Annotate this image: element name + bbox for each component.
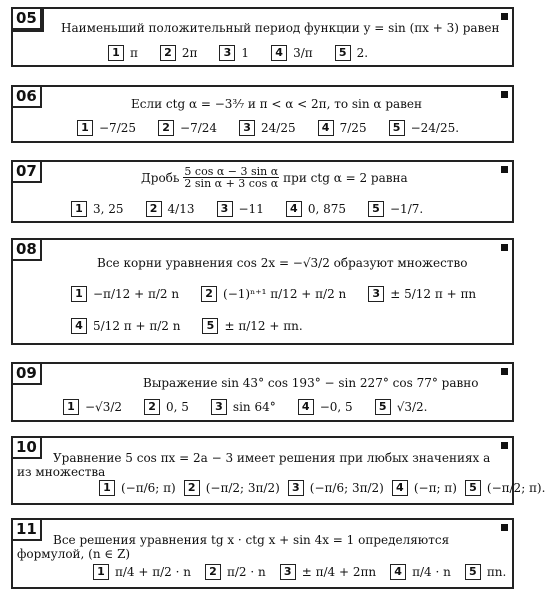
problem-number: 05 [11, 7, 42, 30]
answer-options-row-2 [71, 318, 325, 334]
option-value: 2. [356, 46, 369, 60]
question-prefix: Дробь [141, 170, 180, 185]
answer-options-row-1 [71, 286, 498, 302]
corner-mark [501, 368, 508, 375]
option-value: √3/2. [396, 400, 428, 414]
corner-mark [501, 244, 508, 251]
answer-options [93, 564, 506, 580]
option-value: (−π/2; π). [486, 481, 545, 495]
option-box[interactable]: 3 [239, 120, 255, 136]
option-value: sin 64° [232, 400, 276, 414]
option-box[interactable]: 4 [390, 564, 406, 580]
option-value: −24/25. [410, 121, 460, 135]
option-box[interactable]: 3 [219, 45, 235, 61]
problem-card-05 [11, 7, 514, 67]
option-box[interactable]: 3 [368, 286, 384, 302]
problem-number: 08 [11, 238, 42, 261]
option-box[interactable]: 5 [389, 120, 405, 136]
option-value: −0, 5 [319, 400, 353, 414]
option-box[interactable]: 5 [465, 564, 481, 580]
option-box[interactable]: 1 [71, 286, 87, 302]
option-box[interactable]: 1 [93, 564, 109, 580]
option-value: 3/π [293, 46, 313, 60]
problem-number: 10 [11, 436, 42, 459]
fraction-denominator: 2 sin α + 3 cos α [184, 177, 279, 190]
question-fraction [183, 166, 279, 189]
option-value: π/4 + π/2 · n [115, 565, 191, 579]
option-value: (−π/6; π) [121, 481, 176, 495]
option-value: (−π; π) [413, 481, 457, 495]
problem-card-08 [11, 238, 514, 345]
option-box[interactable]: 1 [108, 45, 124, 61]
option-value: 2π [181, 46, 198, 60]
option-box[interactable]: 4 [71, 318, 87, 334]
answer-options [71, 201, 445, 217]
option-box[interactable]: 3 [211, 399, 227, 415]
option-value: −1/7. [390, 202, 424, 216]
option-value: (−π/6; 3π/2) [309, 481, 384, 495]
option-value: 0, 5 [166, 400, 189, 414]
problem-number: 11 [11, 518, 42, 541]
option-value: −√3/2 [85, 400, 123, 414]
option-value: π/4 · n [412, 565, 451, 579]
option-box[interactable]: 2 [160, 45, 176, 61]
option-value: ± 5/12 π + πn [390, 287, 477, 301]
question-text: Выражение sin 43° cos 193° − sin 227° cos 77° равно [143, 376, 479, 390]
corner-mark [501, 524, 508, 531]
option-box[interactable]: 4 [286, 201, 302, 217]
option-box[interactable]: 1 [63, 399, 79, 415]
corner-mark [501, 442, 508, 449]
option-box[interactable]: 2 [158, 120, 174, 136]
answer-options [63, 399, 449, 415]
option-value: ± π/4 + 2πn [301, 565, 377, 579]
option-value: π/2 · n [226, 565, 266, 579]
option-value: −7/25 [99, 121, 137, 135]
option-value: −7/24 [180, 121, 218, 135]
option-box[interactable]: 3 [280, 564, 296, 580]
option-box[interactable]: 1 [77, 120, 93, 136]
corner-mark [501, 166, 508, 173]
option-box[interactable]: 4 [298, 399, 314, 415]
question-text: Все решения уравнения tg x · ctg x + sin 4x = 1 определяются формулой, (n ∈ Z) [17, 533, 450, 561]
option-box[interactable]: 2 [201, 286, 217, 302]
option-box[interactable]: 2 [205, 564, 221, 580]
answer-options [77, 120, 481, 136]
option-box[interactable]: 1 [99, 480, 115, 496]
option-box[interactable]: 2 [184, 480, 200, 496]
option-box[interactable]: 1 [71, 201, 87, 217]
option-box[interactable]: 3 [288, 480, 304, 496]
option-value: (−1)ⁿ⁺¹ π/12 + π/2 n [223, 287, 347, 301]
corner-mark [501, 13, 508, 20]
question-text: Уравнение 5 cos πx = 2a − 3 имеет решения при любых значениях a из множества [17, 451, 491, 479]
option-value: (−π/2; 3π/2) [205, 481, 280, 495]
corner-mark [501, 91, 508, 98]
problem-number: 06 [11, 85, 42, 108]
option-box[interactable]: 5 [202, 318, 218, 334]
option-box[interactable]: 2 [144, 399, 160, 415]
problem-number: 07 [11, 160, 42, 183]
option-value: 5/12 π + π/2 n [93, 319, 181, 333]
problem-card-11 [11, 518, 514, 589]
problem-card-09 [11, 362, 514, 422]
option-box[interactable]: 4 [392, 480, 408, 496]
option-box[interactable]: 3 [217, 201, 233, 217]
question-text [141, 166, 408, 189]
option-box[interactable]: 5 [368, 201, 384, 217]
option-value: 4/13 [167, 202, 195, 216]
option-box[interactable]: 2 [146, 201, 162, 217]
option-box[interactable]: 5 [375, 399, 391, 415]
problem-card-10 [11, 436, 545, 505]
option-box[interactable]: 5 [335, 45, 351, 61]
fraction-numerator: 5 cos α − 3 sin α [184, 165, 279, 178]
option-value: π [130, 46, 138, 60]
option-box[interactable]: 4 [318, 120, 334, 136]
question-text: Если ctg α = −3³⁄₇ и π < α < 2π, то sin α равен [131, 97, 423, 111]
problem-card-07 [11, 160, 514, 223]
option-value: −π/12 + π/2 n [93, 287, 180, 301]
option-box[interactable]: 4 [271, 45, 287, 61]
question-text: Все корни уравнения cos 2x = −√3/2 образуют множество [97, 256, 468, 270]
problem-card-06 [11, 85, 514, 143]
option-value: 0, 875 [307, 202, 346, 216]
problem-number: 09 [11, 362, 42, 385]
option-value: −11 [238, 202, 264, 216]
option-value: πn. [486, 565, 507, 579]
answer-options [99, 480, 545, 496]
question-suffix: при ctg α = 2 равна [283, 170, 408, 185]
option-value: 24/25 [261, 121, 296, 135]
option-box[interactable]: 5 [465, 480, 481, 496]
question-text: Наименьший положительный период функции y = sin (πx + 3) равен [61, 21, 500, 35]
option-value: 3, 25 [93, 202, 124, 216]
answer-options [108, 45, 390, 61]
option-value: ± π/12 + πn. [224, 319, 303, 333]
option-value: 1 [241, 46, 250, 60]
option-value: 7/25 [339, 121, 367, 135]
